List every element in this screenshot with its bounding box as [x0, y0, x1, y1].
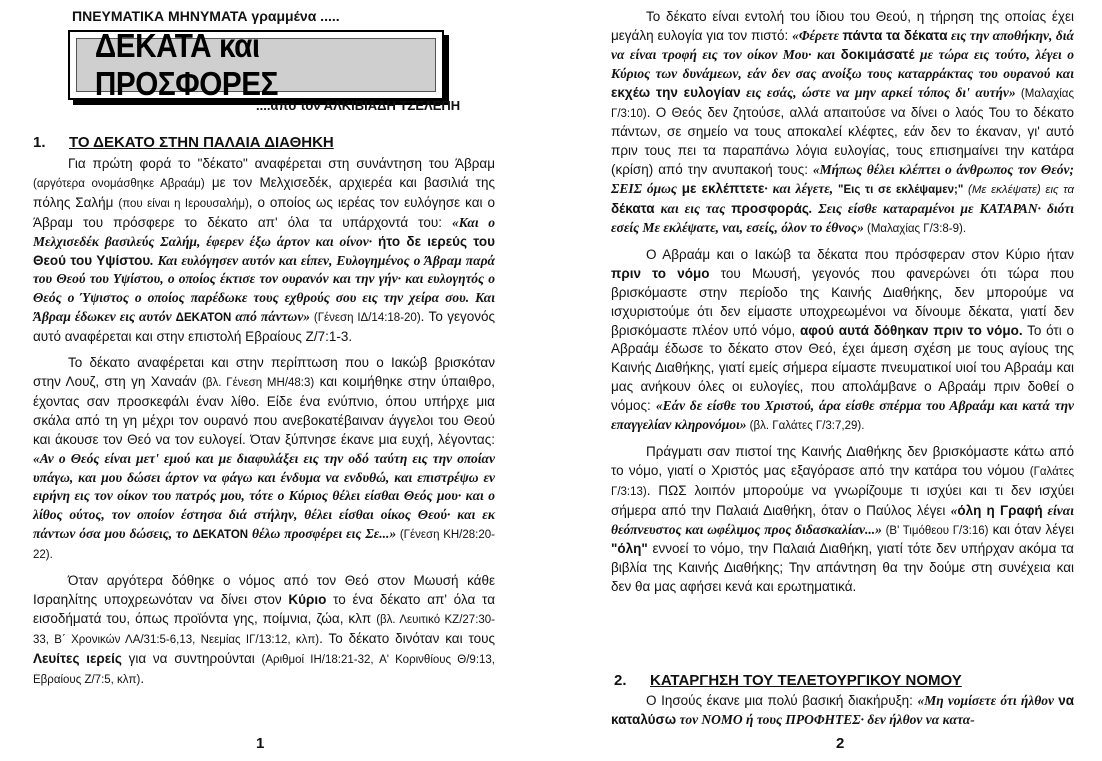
page2-body-continued — [611, 692, 1074, 737]
paragraph: Το δέκατο είναι εντολή του ίδιου του Θεού, η τήρηση της οποίας έχει μεγάλη ευλογία για τον πιστό: «Φέρετε πάντα τα δέκατα εις την αποθήκην, διά να είναι τροφή εις τον οίκον Μου· και δοκιμάσατέ με τώρα εις τούτο, λέγει ο Κύριος των δυνάμεων, εάν δεν σας ανοίξω τους καταρράκτας του ουρανού και εκχέω την ευλογίαν εις εσάς, ώστε να μην αρκεί τόπος δι' αυτήν» (Μαλαχίας Γ/3:10). Ο Θεός δεν ζητούσε, αλλά απαιτούσε να δίνει ο λαός Του το δέκατο πάντων, σε σημείο να τους αποκαλεί κλέφτες, εάν δεν το έκαναν, γι' αυτό πριν τους πει τα παραπάνω λόγια ευλογίας, τους επισημαίνει την κατάρα (κρίση) από την ανυπακοή τους: «Μήπως θέλει κλέπτει ο άνθρωπος τον Θεόν; ΣΕΙΣ όμως με εκλέπτετε· και λέγετε, "Εις τι σε εκλέψαμεν;" (Με εκλέψατε) εις τα δέκατα και εις τας προσφοράς. Σεις είσθε καταραμένοι με ΚΑΤΑΡΑΝ· διότι εσείς Με εκλέψατε, ναι, εσείς, όλον το έθνος» (Μαλαχίας Γ/3:8-9). — [611, 9, 1075, 235]
page-right — [551, 0, 1102, 761]
page-number: 1 — [256, 735, 265, 752]
section-title: ΚΑΤΑΡΓΗΣΗ ΤΟΥ ΤΕΛΕΤΟΥΡΓΙΚΟΥ ΝΟΜΟΥ — [650, 672, 962, 689]
paragraph: Ο Αβραάμ και ο Ιακώβ τα δέκατα που πρόσφεραν στον Κύριο ήταν πριν το νόμο του Μωυσή, γεγονός που φανερώνει ότι τώρα που βρισκόμαστε στην περίοδο της Καινής Διαθήκης, δεν μπορούμε να ισχυριστούμε ότι δεν είμαστε υποχρεωμένοι να δίνουμε δέκατα, γιατί δεν βρισκόμαστε πλέον υπό νόμο, αφού αυτά δόθηκαν πριν το νόμο. Το ότι ο Αβραάμ έδωσε το δέκατο στον Θεό, έχει άμεση σχέση με τους αγίους της Καινής Διαθήκης, γιατί εμείς σήμερα είμαστε πνευματικοί υιοί του Αβραάμ και μας ανήκουν όλες οι ευλογίες, που απολάμβανε ο Αβραάμ πριν δοθεί ο νόμος: «Εάν δε είσθε του Χριστού, άρα είσθε σπέρμα του Αβραάμ και κατά την επαγγελίαν κληρονόμοι» (βλ. Γαλάτες Γ/3:7,29). — [611, 246, 1075, 433]
paragraph: Όταν αργότερα δόθηκε ο νόμος από τον Θεό στον Μωυσή κάθε Ισραηλίτης υποχρεωνόταν να δίνει στον Κύριο το ένα δέκατο απ' όλα τα εισοδήματά του, όπως προϊόντα γης, ποίμνια, ζώα, κλπ (βλ. Λευιτικό ΚΖ/27:30-33, Β΄ Χρονικών ΛΑ/31:5-6,13, Νεεμίας ΙΓ/13:12, κλπ). Το δέκατο δινόταν και τους Λευίτες ιερείς για να συντηρούνται (Αριθμοί ΙΗ/18:21-32, Α' Κορινθίους Θ/9:13, Εβραίους Ζ/7:5, κλπ). — [33, 573, 496, 686]
page-number: 2 — [836, 735, 845, 752]
title-box — [68, 27, 444, 102]
paragraph: Ο Ιησούς έκανε μια πολύ βασική διακήρυξη: «Μη νομίσετε ότι ήλθον να καταλύσω τον ΝΟΜΟ ή τους ΠΡΟΦΗΤΕΣ· δεν ήλθον να κατα- — [611, 693, 1074, 727]
document-title: ΔΕΚΑΤΑ και ΠΡΟΣΦΟΡΕΣ — [94, 27, 278, 102]
author-line: ....από τον ΑΛΚΙΒΙΑΔΗ ΤΖΕΛΕΠΗ — [256, 98, 461, 113]
section-heading-1 — [33, 134, 513, 154]
paragraph: Πράγματι σαν πιστοί της Καινής Διαθήκης δεν βρισκόμαστε κάτω από το νόμο, γιατί ο Χριστός μας εξαγόρασε από την κατάρα του νόμου (Γαλάτες Γ/3:13). ΠΩΣ λοιπόν μπορούμε να γνωρίζουμε τι ισχύει και τι δεν ισχύει σήμερα από την Παλαιά Διαθήκη, όταν ο Παύλος λέγει «όλη η Γραφή είναι θεόπνευστος και ωφέλιμος προς διδασκαλίαν...» (Β' Τιμόθεου Γ/3:16) και όταν λέγει "όλη" εννοεί το νόμο, την Παλαιά Διαθήκη, γιατί τότε δεν υπήρχαν ακόμα τα βιβλία της Καινής Διαθήκης; Την απάντηση θα την δούμε στη συνέχεια και δεν θα μας αφήσει κενά και ερωτηματικά. — [611, 443, 1075, 595]
section-title: ΤΟ ΔΕΚΑΤΟ ΣΤΗΝ ΠΑΛΑΙΑ ΔΙΑΘΗΚΗ — [69, 134, 334, 151]
paragraph: Το δέκατο αναφέρεται και στην περίπτωση που ο Ιακώβ βρισκόταν στην Λουζ, στη γη Χαναάν (βλ. Γένεση ΜΗ/48:3) και κοιμήθηκε στην ύπαιθρο, έχοντας σαν προσκεφάλι έναν λίθο. Είδε ένα ενύπνιο, όπου υπήρχε μια σκάλα από τη γη μέχρι τον ουρανό που ανεβοκατέβαιναν άγγελοι του Θεού και άκουσε τον Θεό να τον ευλογεί. Όταν ξύπνησε έκανε μια ευχή, λέγοντας: «Αν ο Θεός είναι μετ' εμού και με διαφυλάξει εις την οδό ταύτη εις την οποίαν υπάγω, και μου δώσει άρτον να φάγω και ένδυμα να ενδυθώ, και επιστρέψω εν ειρήνη εις τον οίκον του πατρός μου, τότε ο Κύριος θέλει είσθαι Θεός μου· και ο λίθος ούτος, τον οποίον έστησα διά στήλην, θέλει είσθαι οίκος Θεού· και εκ πάντων όσα μου δώσεις, το ΔΕΚΑΤΟΝ θέλω προσφέρει εις Σε...» (Γένεση ΚΗ/28:20-22). — [33, 355, 495, 562]
paragraph: Για πρώτη φορά το "δέκατο" αναφέρεται στη συνάντηση του Άβραμ (αργότερα ονομάσθηκε Αβραάμ) με τον Μελχισεδέκ, αρχιερέα και βασιλιά της πόλης Σαλήμ (που είναι η Ιερουσαλήμ), ο οποίος ως ιερέας τον ευλόγησε και ο Άβραμ του πρόσφερε το δέκατο απ' όλα τα υπάρχοντά του: «Και ο Μελχισεδέκ βασιλεύς Σαλήμ, έφερεν έξω άρτον και οίνον· ήτο δε ιερεύς του Θεού του Υψίστου. Και ευλόγησεν αυτόν και είπεν, Ευλογημένος ο Άβραμ παρά του Θεού του Υψίστου, ο οποίος έκτισε τον ουρανόν και την γήν· και ευλογητός ο Θεός ο Ύψιστος ο οποίος παρέδωκε τους εχθρούς σου εις την χείρα σου. Και Άβραμ έδωκεν εις αυτόν ΔΕΚΑΤΟΝ από πάντων» (Γένεση ΙΔ/14:18-20). Το γεγονός αυτό αναφέρεται και στην επιστολή Εβραίους Ζ/7:1-3. — [33, 156, 495, 345]
section-heading-2 — [614, 672, 1084, 692]
section-number: 1. — [33, 134, 46, 151]
series-label: ΠΝΕΥΜΑΤΙΚΑ ΜΗΝΥΜΑΤΑ γραμμένα ..... — [72, 8, 340, 24]
page2-body — [611, 8, 1074, 604]
section-number: 2. — [614, 672, 627, 689]
page1-body — [33, 155, 495, 696]
